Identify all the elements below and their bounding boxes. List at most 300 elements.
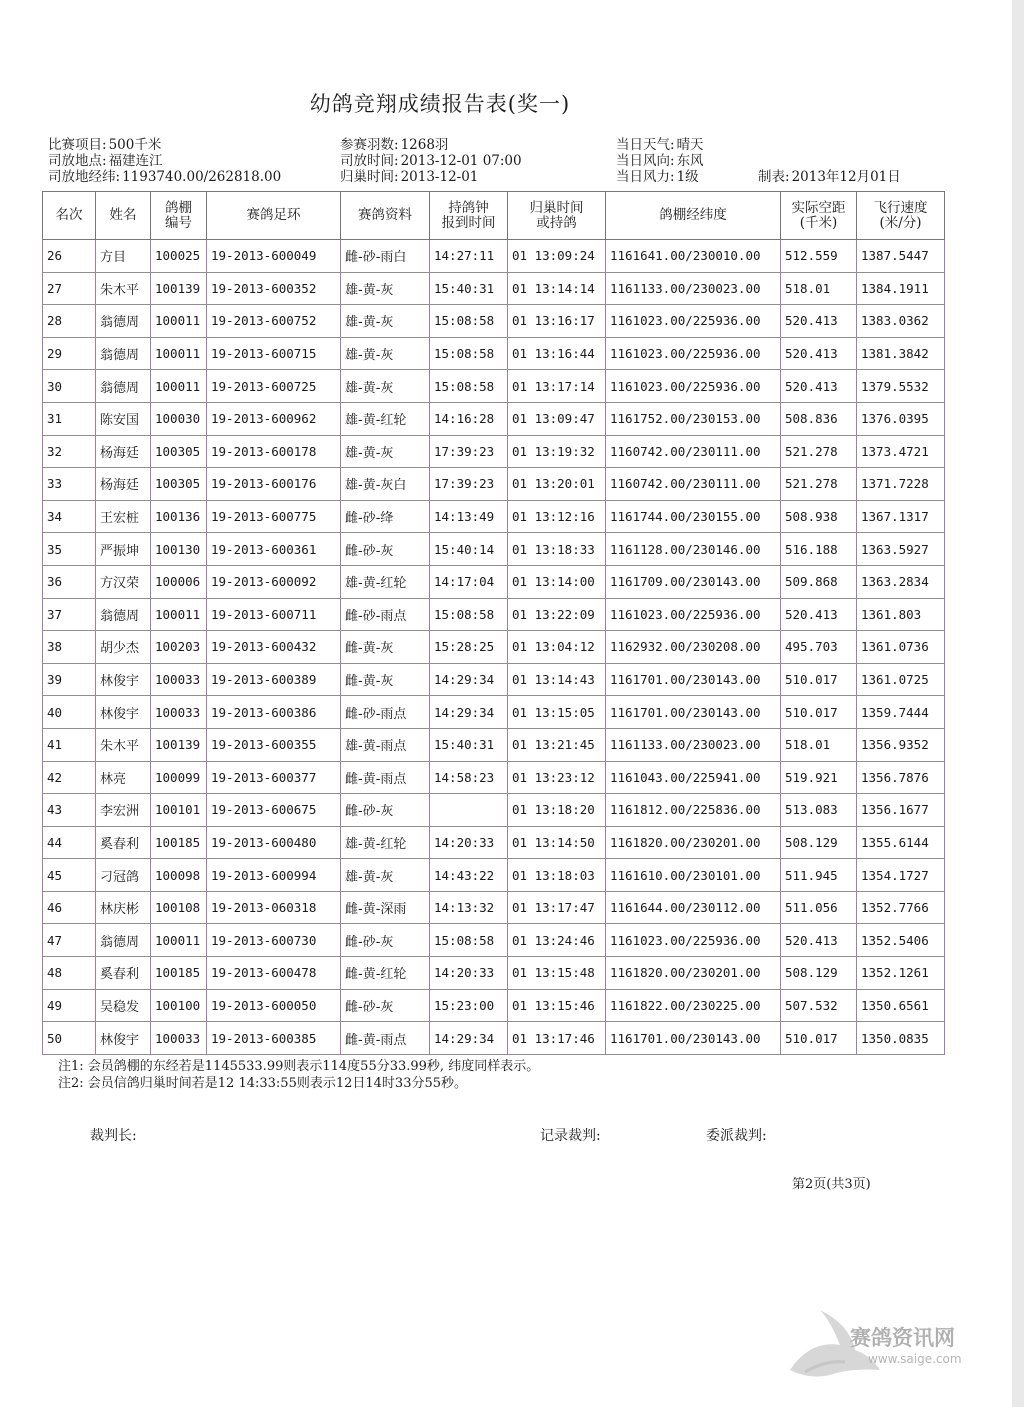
table-cell: 01 13:19:32 xyxy=(508,435,606,468)
table-row xyxy=(43,598,945,631)
table-cell: 李宏洲 xyxy=(96,794,151,827)
table-cell: 1161644.00/230112.00 xyxy=(606,891,781,924)
table-cell: 01 13:14:43 xyxy=(508,663,606,696)
table-cell: 雄-黄-灰 xyxy=(341,370,430,403)
table-cell: 19-2013-600478 xyxy=(207,957,341,990)
table-cell: 1161812.00/225836.00 xyxy=(606,794,781,827)
table-cell: 100011 xyxy=(151,337,207,370)
table-cell: 100030 xyxy=(151,402,207,435)
table-cell: 1161610.00/230101.00 xyxy=(606,859,781,892)
table-cell: 30 xyxy=(43,370,96,403)
table-cell: 雌-黄-深雨 xyxy=(341,891,430,924)
table-cell: 15:28:25 xyxy=(430,631,508,664)
table-cell: 翁德周 xyxy=(96,370,151,403)
table-row xyxy=(43,370,945,403)
table-cell: 14:13:32 xyxy=(430,891,508,924)
table-cell: 19-2013-600730 xyxy=(207,924,341,957)
table-cell: 17:39:23 xyxy=(430,468,508,501)
table-cell: 100185 xyxy=(151,957,207,990)
table-cell: 01 13:20:01 xyxy=(508,468,606,501)
table-cell: 雄-黄-灰 xyxy=(341,305,430,338)
table-cell: 520.413 xyxy=(781,924,857,957)
table-cell: 14:29:34 xyxy=(430,663,508,696)
table-cell: 513.083 xyxy=(781,794,857,827)
table-header-row xyxy=(43,192,945,240)
table-cell: 37 xyxy=(43,598,96,631)
table-cell: 雄-黄-红轮 xyxy=(341,565,430,598)
table-cell: 1363.2834 xyxy=(857,565,945,598)
table-cell: 1350.6561 xyxy=(857,989,945,1022)
table-cell: 518.01 xyxy=(781,728,857,761)
table-row xyxy=(43,468,945,501)
table-cell: 48 xyxy=(43,957,96,990)
table-cell: 19-2013-600092 xyxy=(207,565,341,598)
table-row xyxy=(43,533,945,566)
table-cell: 100011 xyxy=(151,598,207,631)
table-cell: 100011 xyxy=(151,370,207,403)
table-cell: 01 13:16:17 xyxy=(508,305,606,338)
table-row xyxy=(43,240,945,273)
table-row xyxy=(43,696,945,729)
table-cell: 1161752.00/230153.00 xyxy=(606,402,781,435)
table-cell: 40 xyxy=(43,696,96,729)
table-cell: 510.017 xyxy=(781,696,857,729)
table-cell: 刁冠鸽 xyxy=(96,859,151,892)
table-cell: 36 xyxy=(43,565,96,598)
column-header: 实际空距 (千米) xyxy=(781,192,857,240)
table-cell: 14:16:28 xyxy=(430,402,508,435)
table-cell: 01 13:18:33 xyxy=(508,533,606,566)
table-row xyxy=(43,761,945,794)
table-cell: 1161128.00/230146.00 xyxy=(606,533,781,566)
table-cell: 14:58:23 xyxy=(430,761,508,794)
table-cell: 35 xyxy=(43,533,96,566)
table-cell: 100305 xyxy=(151,468,207,501)
table-cell: 15:23:00 xyxy=(430,989,508,1022)
table-cell: 王宏桩 xyxy=(96,500,151,533)
table-cell: 1359.7444 xyxy=(857,696,945,729)
table-cell: 100136 xyxy=(151,500,207,533)
table-cell: 1384.1911 xyxy=(857,272,945,305)
table-cell: 林俊宇 xyxy=(96,1022,151,1055)
table-cell: 43 xyxy=(43,794,96,827)
table-cell: 朱木平 xyxy=(96,272,151,305)
meta-entries: 参赛羽数: 1268羽 xyxy=(340,137,449,153)
table-cell: 14:20:33 xyxy=(430,957,508,990)
table-cell: 胡少杰 xyxy=(96,631,151,664)
table-cell: 翁德周 xyxy=(96,337,151,370)
table-cell: 19-2013-600386 xyxy=(207,696,341,729)
table-cell: 01 13:15:05 xyxy=(508,696,606,729)
table-cell: 奚春利 xyxy=(96,957,151,990)
table-cell: 陈安国 xyxy=(96,402,151,435)
table-cell: 100130 xyxy=(151,533,207,566)
table-cell: 100203 xyxy=(151,631,207,664)
table-cell: 15:08:58 xyxy=(430,337,508,370)
table-cell: 520.413 xyxy=(781,305,857,338)
table-cell: 1160742.00/230111.00 xyxy=(606,435,781,468)
table-row xyxy=(43,402,945,435)
column-header: 赛鸽足环 xyxy=(207,192,341,240)
table-cell: 42 xyxy=(43,761,96,794)
table-cell: 15:08:58 xyxy=(430,305,508,338)
table-cell: 520.413 xyxy=(781,598,857,631)
table-cell: 雌-黄-灰 xyxy=(341,631,430,664)
watermark-name: 赛鸽资讯网 xyxy=(850,1326,955,1350)
table-cell: 19-2013-600049 xyxy=(207,240,341,273)
chief-judge-label: 裁判长: xyxy=(90,1128,137,1144)
table-cell: 41 xyxy=(43,728,96,761)
table-cell: 14:17:04 xyxy=(430,565,508,598)
table-row xyxy=(43,826,945,859)
table-cell: 1352.5406 xyxy=(857,924,945,957)
table-cell: 杨海廷 xyxy=(96,468,151,501)
table-cell: 01 13:23:12 xyxy=(508,761,606,794)
page-number: 第2页(共3页) xyxy=(792,1177,871,1192)
table-cell: 1161023.00/225936.00 xyxy=(606,337,781,370)
column-header: 姓名 xyxy=(96,192,151,240)
table-cell: 100101 xyxy=(151,794,207,827)
table-cell: 19-2013-060318 xyxy=(207,891,341,924)
table-cell: 1354.1727 xyxy=(857,859,945,892)
table-cell: 1356.9352 xyxy=(857,728,945,761)
table-cell: 雌-黄-雨点 xyxy=(341,761,430,794)
table-cell: 45 xyxy=(43,859,96,892)
table-cell: 100033 xyxy=(151,1022,207,1055)
table-cell: 奚春利 xyxy=(96,826,151,859)
table-cell: 38 xyxy=(43,631,96,664)
table-row xyxy=(43,305,945,338)
column-header: 鸽棚 编号 xyxy=(151,192,207,240)
table-cell: 14:29:34 xyxy=(430,1022,508,1055)
table-cell: 46 xyxy=(43,891,96,924)
table-cell: 518.01 xyxy=(781,272,857,305)
table-cell: 雄-黄-灰 xyxy=(341,859,430,892)
table-cell: 33 xyxy=(43,468,96,501)
table-cell: 1161133.00/230023.00 xyxy=(606,272,781,305)
table-cell: 509.868 xyxy=(781,565,857,598)
table-cell: 1367.1317 xyxy=(857,500,945,533)
table-cell: 1373.4721 xyxy=(857,435,945,468)
table-cell: 19-2013-600352 xyxy=(207,272,341,305)
column-header: 赛鸽资料 xyxy=(341,192,430,240)
table-cell: 39 xyxy=(43,663,96,696)
table-cell: 1161822.00/230225.00 xyxy=(606,989,781,1022)
table-row xyxy=(43,859,945,892)
table-cell: 方目 xyxy=(96,240,151,273)
table-cell: 1161023.00/225936.00 xyxy=(606,305,781,338)
table-cell: 15:40:31 xyxy=(430,728,508,761)
table-cell: 杨海廷 xyxy=(96,435,151,468)
note-2: 注2: 会员信鸽归巢时间若是12 14:33:55则表示12日14时33分55秒。 xyxy=(58,1076,468,1091)
meta-return-time: 归巢时间: 2013-12-01 xyxy=(340,169,479,185)
table-cell: 雌-砂-雨点 xyxy=(341,598,430,631)
table-row xyxy=(43,663,945,696)
table-cell: 1383.0362 xyxy=(857,305,945,338)
table-cell: 01 13:14:14 xyxy=(508,272,606,305)
table-cell: 510.017 xyxy=(781,663,857,696)
table-row xyxy=(43,794,945,827)
table-cell: 1161023.00/225936.00 xyxy=(606,370,781,403)
table-cell: 雌-砂-灰 xyxy=(341,924,430,957)
table-cell: 521.278 xyxy=(781,435,857,468)
table-cell: 方汉荣 xyxy=(96,565,151,598)
table-cell: 雌-黄-灰 xyxy=(341,663,430,696)
meta-made-date: 制表: 2013年12月01日 xyxy=(758,169,901,185)
table-cell: 19-2013-600176 xyxy=(207,468,341,501)
table-cell: 雄-黄-红轮 xyxy=(341,826,430,859)
table-cell: 100033 xyxy=(151,663,207,696)
table-cell: 507.532 xyxy=(781,989,857,1022)
table-cell: 01 13:17:46 xyxy=(508,1022,606,1055)
table-cell: 雄-黄-雨点 xyxy=(341,728,430,761)
table-cell: 01 13:21:45 xyxy=(508,728,606,761)
table-cell: 100139 xyxy=(151,272,207,305)
table-row xyxy=(43,337,945,370)
table-row xyxy=(43,891,945,924)
table-cell: 林亮 xyxy=(96,761,151,794)
table-cell: 19-2013-600178 xyxy=(207,435,341,468)
table-row xyxy=(43,924,945,957)
table-cell: 1361.803 xyxy=(857,598,945,631)
table-row xyxy=(43,728,945,761)
table-cell: 朱木平 xyxy=(96,728,151,761)
table-row xyxy=(43,989,945,1022)
table-cell: 01 13:17:47 xyxy=(508,891,606,924)
table-cell: 100033 xyxy=(151,696,207,729)
table-row xyxy=(43,435,945,468)
note-1: 注1: 会员鸽棚的东经若是1145533.99则表示114度55分33.99秒, 纬度同样表示。 xyxy=(58,1059,540,1074)
table-cell: 519.921 xyxy=(781,761,857,794)
table-cell: 14:20:33 xyxy=(430,826,508,859)
table-cell: 100098 xyxy=(151,859,207,892)
table-cell: 50 xyxy=(43,1022,96,1055)
table-cell: 雄-黄-红轮 xyxy=(341,402,430,435)
table-cell: 翁德周 xyxy=(96,305,151,338)
table-cell: 19-2013-600675 xyxy=(207,794,341,827)
table-row xyxy=(43,565,945,598)
table-row xyxy=(43,1022,945,1055)
meta-event: 比赛项目: 500千米 xyxy=(48,137,162,153)
table-cell: 34 xyxy=(43,500,96,533)
table-cell: 19-2013-600377 xyxy=(207,761,341,794)
table-cell: 511.056 xyxy=(781,891,857,924)
table-cell: 1356.1677 xyxy=(857,794,945,827)
table-cell: 17:39:23 xyxy=(430,435,508,468)
meta-release-place: 司放地点: 福建连江 xyxy=(48,153,163,169)
table-cell: 100099 xyxy=(151,761,207,794)
table-cell: 01 13:09:47 xyxy=(508,402,606,435)
table-cell: 100100 xyxy=(151,989,207,1022)
table-cell: 1161133.00/230023.00 xyxy=(606,728,781,761)
table-cell: 1361.0736 xyxy=(857,631,945,664)
table-cell: 14:13:49 xyxy=(430,500,508,533)
table-cell: 27 xyxy=(43,272,96,305)
table-cell: 19-2013-600711 xyxy=(207,598,341,631)
table-cell: 雌-黄-红轮 xyxy=(341,957,430,990)
table-cell: 14:43:22 xyxy=(430,859,508,892)
table-cell: 19-2013-600480 xyxy=(207,826,341,859)
table-cell: 01 13:12:16 xyxy=(508,500,606,533)
table-cell: 15:08:58 xyxy=(430,370,508,403)
meta-wind-direction: 当日风向: 东风 xyxy=(616,153,704,169)
table-cell: 19-2013-600775 xyxy=(207,500,341,533)
table-cell: 1161709.00/230143.00 xyxy=(606,565,781,598)
table-cell: 19-2013-600385 xyxy=(207,1022,341,1055)
table-cell: 516.188 xyxy=(781,533,857,566)
table-cell: 林俊宇 xyxy=(96,696,151,729)
table-cell: 100108 xyxy=(151,891,207,924)
table-cell: 林庆彬 xyxy=(96,891,151,924)
table-cell: 19-2013-600715 xyxy=(207,337,341,370)
table-cell: 1387.5447 xyxy=(857,240,945,273)
table-cell: 1162932.00/230208.00 xyxy=(606,631,781,664)
table-cell: 翁德周 xyxy=(96,598,151,631)
table-cell: 49 xyxy=(43,989,96,1022)
table-cell: 495.703 xyxy=(781,631,857,664)
table-cell: 100011 xyxy=(151,305,207,338)
table-cell: 19-2013-600725 xyxy=(207,370,341,403)
meta-release-time: 司放时间: 2013-12-01 07:00 xyxy=(340,153,522,169)
table-row xyxy=(43,957,945,990)
table-cell: 15:08:58 xyxy=(430,924,508,957)
table-cell: 1161043.00/225941.00 xyxy=(606,761,781,794)
table-cell: 521.278 xyxy=(781,468,857,501)
notes xyxy=(58,1058,539,1092)
table-cell: 1161641.00/230010.00 xyxy=(606,240,781,273)
table-cell: 29 xyxy=(43,337,96,370)
table-cell: 520.413 xyxy=(781,370,857,403)
table-cell: 508.836 xyxy=(781,402,857,435)
table-cell: 28 xyxy=(43,305,96,338)
table-cell: 01 13:16:44 xyxy=(508,337,606,370)
delegated-judge-label: 委派裁判: xyxy=(706,1128,767,1144)
table-cell: 1355.6144 xyxy=(857,826,945,859)
table-row xyxy=(43,631,945,664)
table-cell: 19-2013-600962 xyxy=(207,402,341,435)
table-cell: 510.017 xyxy=(781,1022,857,1055)
table-cell: 林俊宇 xyxy=(96,663,151,696)
table-row xyxy=(43,500,945,533)
table-cell: 32 xyxy=(43,435,96,468)
table-cell: 1363.5927 xyxy=(857,533,945,566)
meta-wind-force: 当日风力: 1级 xyxy=(616,169,699,185)
table-cell: 1161744.00/230155.00 xyxy=(606,500,781,533)
table-cell: 1161023.00/225936.00 xyxy=(606,924,781,957)
table-cell: 520.413 xyxy=(781,337,857,370)
column-header: 名次 xyxy=(43,192,96,240)
table-cell: 翁德周 xyxy=(96,924,151,957)
table-cell: 雌-砂-雨白 xyxy=(341,240,430,273)
table-cell: 01 13:17:14 xyxy=(508,370,606,403)
table-cell: 1356.7876 xyxy=(857,761,945,794)
table-cell: 雌-黄-雨点 xyxy=(341,1022,430,1055)
table-cell: 26 xyxy=(43,240,96,273)
table-cell: 1352.7766 xyxy=(857,891,945,924)
table-cell: 1161820.00/230201.00 xyxy=(606,957,781,990)
table-cell: 01 13:15:46 xyxy=(508,989,606,1022)
table-cell: 01 13:18:20 xyxy=(508,794,606,827)
table-cell: 1160742.00/230111.00 xyxy=(606,468,781,501)
table-cell: 吴稳发 xyxy=(96,989,151,1022)
table-cell: 1352.1261 xyxy=(857,957,945,990)
table-cell: 01 13:22:09 xyxy=(508,598,606,631)
table-cell: 严振坤 xyxy=(96,533,151,566)
table-cell: 511.945 xyxy=(781,859,857,892)
table-cell: 100025 xyxy=(151,240,207,273)
column-header: 持鸽钟 报到时间 xyxy=(430,192,508,240)
table-cell: 19-2013-600994 xyxy=(207,859,341,892)
column-header: 飞行速度 (米/分) xyxy=(857,192,945,240)
watermark-url: www.saige.com xyxy=(868,1352,962,1366)
table-cell: 1379.5532 xyxy=(857,370,945,403)
table-cell: 1381.3842 xyxy=(857,337,945,370)
table-cell: 100006 xyxy=(151,565,207,598)
table-cell: 512.559 xyxy=(781,240,857,273)
table-cell: 雄-黄-灰 xyxy=(341,435,430,468)
table-cell: 雌-砂-灰 xyxy=(341,989,430,1022)
table-cell: 01 13:18:03 xyxy=(508,859,606,892)
table-cell: 01 13:09:24 xyxy=(508,240,606,273)
table-cell: 1371.7228 xyxy=(857,468,945,501)
table-cell: 1161701.00/230143.00 xyxy=(606,663,781,696)
table-cell: 100011 xyxy=(151,924,207,957)
table-cell: 1161701.00/230143.00 xyxy=(606,696,781,729)
table-cell xyxy=(430,794,508,827)
table-cell: 15:40:14 xyxy=(430,533,508,566)
table-cell: 雄-黄-灰 xyxy=(341,272,430,305)
table-cell: 14:29:34 xyxy=(430,696,508,729)
table-cell: 14:27:11 xyxy=(430,240,508,273)
column-header: 归巢时间 或持鸽 xyxy=(508,192,606,240)
table-cell: 1350.0835 xyxy=(857,1022,945,1055)
table-cell: 19-2013-600050 xyxy=(207,989,341,1022)
table-cell: 01 13:14:50 xyxy=(508,826,606,859)
table-row xyxy=(43,272,945,305)
table-cell: 44 xyxy=(43,826,96,859)
table-cell: 19-2013-600432 xyxy=(207,631,341,664)
table-cell: 19-2013-600355 xyxy=(207,728,341,761)
table-cell: 雌-砂-雨点 xyxy=(341,696,430,729)
table-cell: 31 xyxy=(43,402,96,435)
page-edge xyxy=(1012,0,1024,1407)
table-cell: 01 13:15:48 xyxy=(508,957,606,990)
column-header: 鸽棚经纬度 xyxy=(606,192,781,240)
table-cell: 19-2013-600752 xyxy=(207,305,341,338)
table-cell: 01 13:24:46 xyxy=(508,924,606,957)
table-cell: 47 xyxy=(43,924,96,957)
meta-weather: 当日天气: 晴天 xyxy=(616,137,704,153)
table-cell: 1161023.00/225936.00 xyxy=(606,598,781,631)
table-cell: 100139 xyxy=(151,728,207,761)
report-title: 幼鸽竞翔成绩报告表(奖一) xyxy=(309,92,571,116)
table-cell: 01 13:04:12 xyxy=(508,631,606,664)
table-cell: 01 13:14:00 xyxy=(508,565,606,598)
table-cell: 雌-砂-绛 xyxy=(341,500,430,533)
table-cell: 雄-黄-灰 xyxy=(341,337,430,370)
table-cell: 508.938 xyxy=(781,500,857,533)
table-cell: 1161701.00/230143.00 xyxy=(606,1022,781,1055)
table-cell: 雄-黄-灰白 xyxy=(341,468,430,501)
table-cell: 100305 xyxy=(151,435,207,468)
results-table xyxy=(42,191,945,1055)
table-cell: 1161820.00/230201.00 xyxy=(606,826,781,859)
table-cell: 19-2013-600361 xyxy=(207,533,341,566)
meta-release-coords: 司放地经纬: 1193740.00/262818.00 xyxy=(48,169,282,185)
recording-judge-label: 记录裁判: xyxy=(540,1128,601,1144)
table-cell: 508.129 xyxy=(781,826,857,859)
table-cell: 19-2013-600389 xyxy=(207,663,341,696)
